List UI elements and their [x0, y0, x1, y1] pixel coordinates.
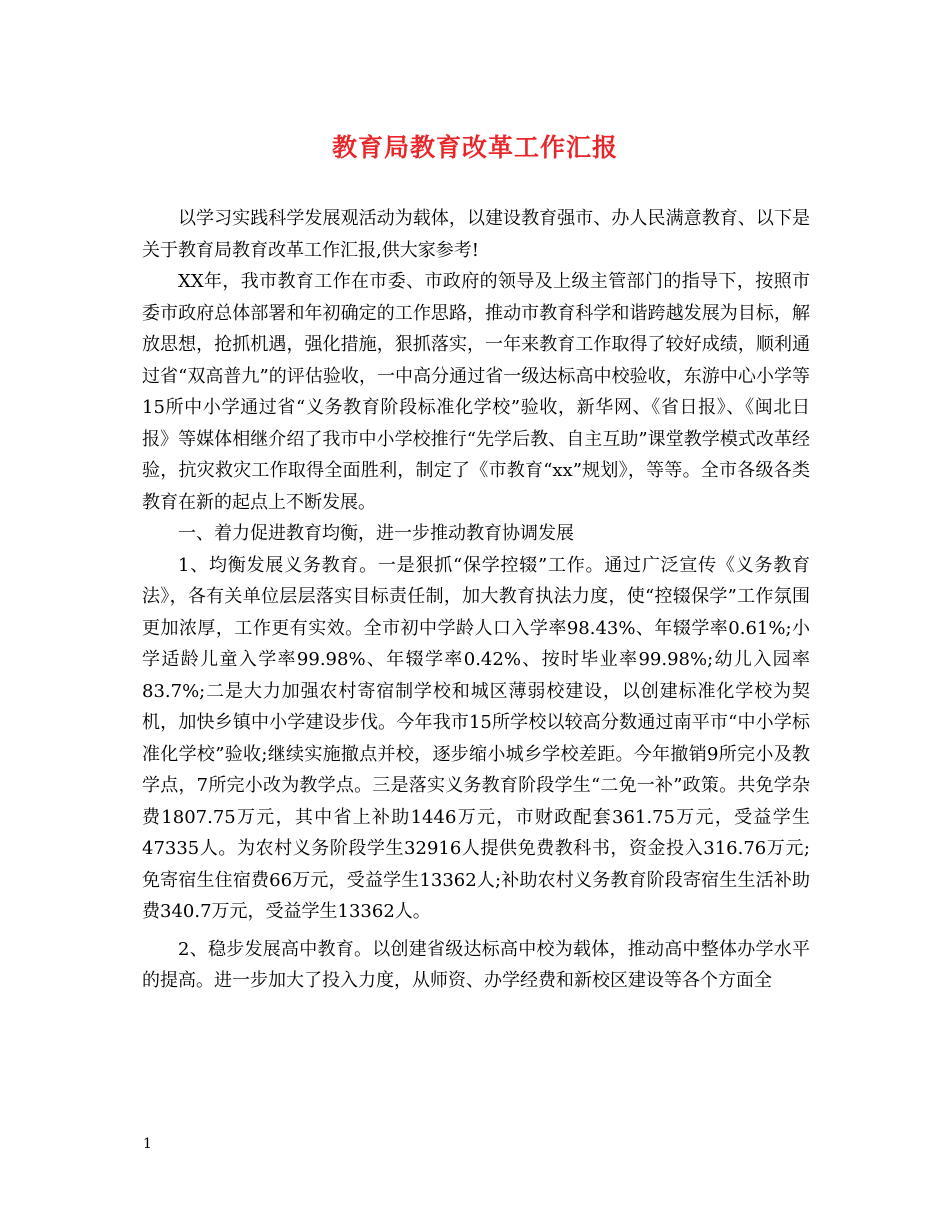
- document-body: [142, 203, 810, 997]
- paragraph-overview: XX年，我市教育工作在市委、市政府的领导及上级主管部门的指导下，按照市委市政府总体部署和年初确定的工作思路，推动市教育科学和谐跨越发展为目标，解放思想，抢抓机遇，强化措施，狠抓落实，一年来教育工作取得了较好成绩，顺利通过省“双高普九”的评估验收，一中高分通过省一级达标高中校验收，东游中心小学等15所中小学通过省“义务教育阶段标准化学校”验收，新华网、《省日报》、《闽北日报》等媒体相继介绍了我市中小学校推行“先学后教、自主互助”课堂教学模式改革经验，抗灾救灾工作取得全面胜利，制定了《市教育“xx”规划》，等等。全市各级各类教育在新的起点上不断发展。: [142, 271, 810, 513]
- page-number: 1: [143, 1136, 152, 1152]
- paragraph-compulsory-education: 1、均衡发展义务教育。一是狠抓“保学控辍”工作。通过广泛宣传《义务教育法》，各有关单位层层落实目标责任制，加大教育执法力度，使“控辍保学”工作氛围更加浓厚，工作更有实效。全市初中学龄人口入学率98.43%、年辍学率0.61%;小学适龄儿童入学率99.98%、年辍学率0.42%、按时毕业率99.98%;幼儿入园率83.7%;二是大力加强农村寄宿制学校和城区薄弱校建设，以创建标准化学校为契机，加快乡镇中小学建设步伐。今年我市15所学校以较高分数通过南平市“中小学标准化学校”验收;继续实施撤点并校，逐步缩小城乡学校差距。今年撤销9所完小及教学点，7所完小改为教学点。三是落实义务教育阶段学生“二免一补”政策。共免学杂费1807.75万元，其中省上补助1446万元，市财政配套361.75万元，受益学生47335人。为农村义务阶段学生32916人提供免费教科书，资金投入316.76万元;免寄宿生住宿费66万元，受益学生13362人;补助农村义务教育阶段寄宿生生活补助费340.7万元，受益学生13362人。: [142, 554, 810, 922]
- paragraph-intro: 以学习实践科学发展观活动为载体，以建设教育强市、办人民满意教育、以下是关于教育局教育改革工作汇报,供大家参考!: [142, 208, 810, 261]
- section-heading: 一、着力促进教育均衡，进一步推动教育协调发展: [178, 523, 574, 544]
- paragraph-high-school-education: 2、稳步发展高中教育。以创建省级达标高中校为载体，推动高中整体办学水平的提高。进一步加大了投入力度，从师资、办学经费和新校区建设等各个方面全: [142, 938, 810, 991]
- document-title: 教育局教育改革工作汇报: [331, 133, 618, 162]
